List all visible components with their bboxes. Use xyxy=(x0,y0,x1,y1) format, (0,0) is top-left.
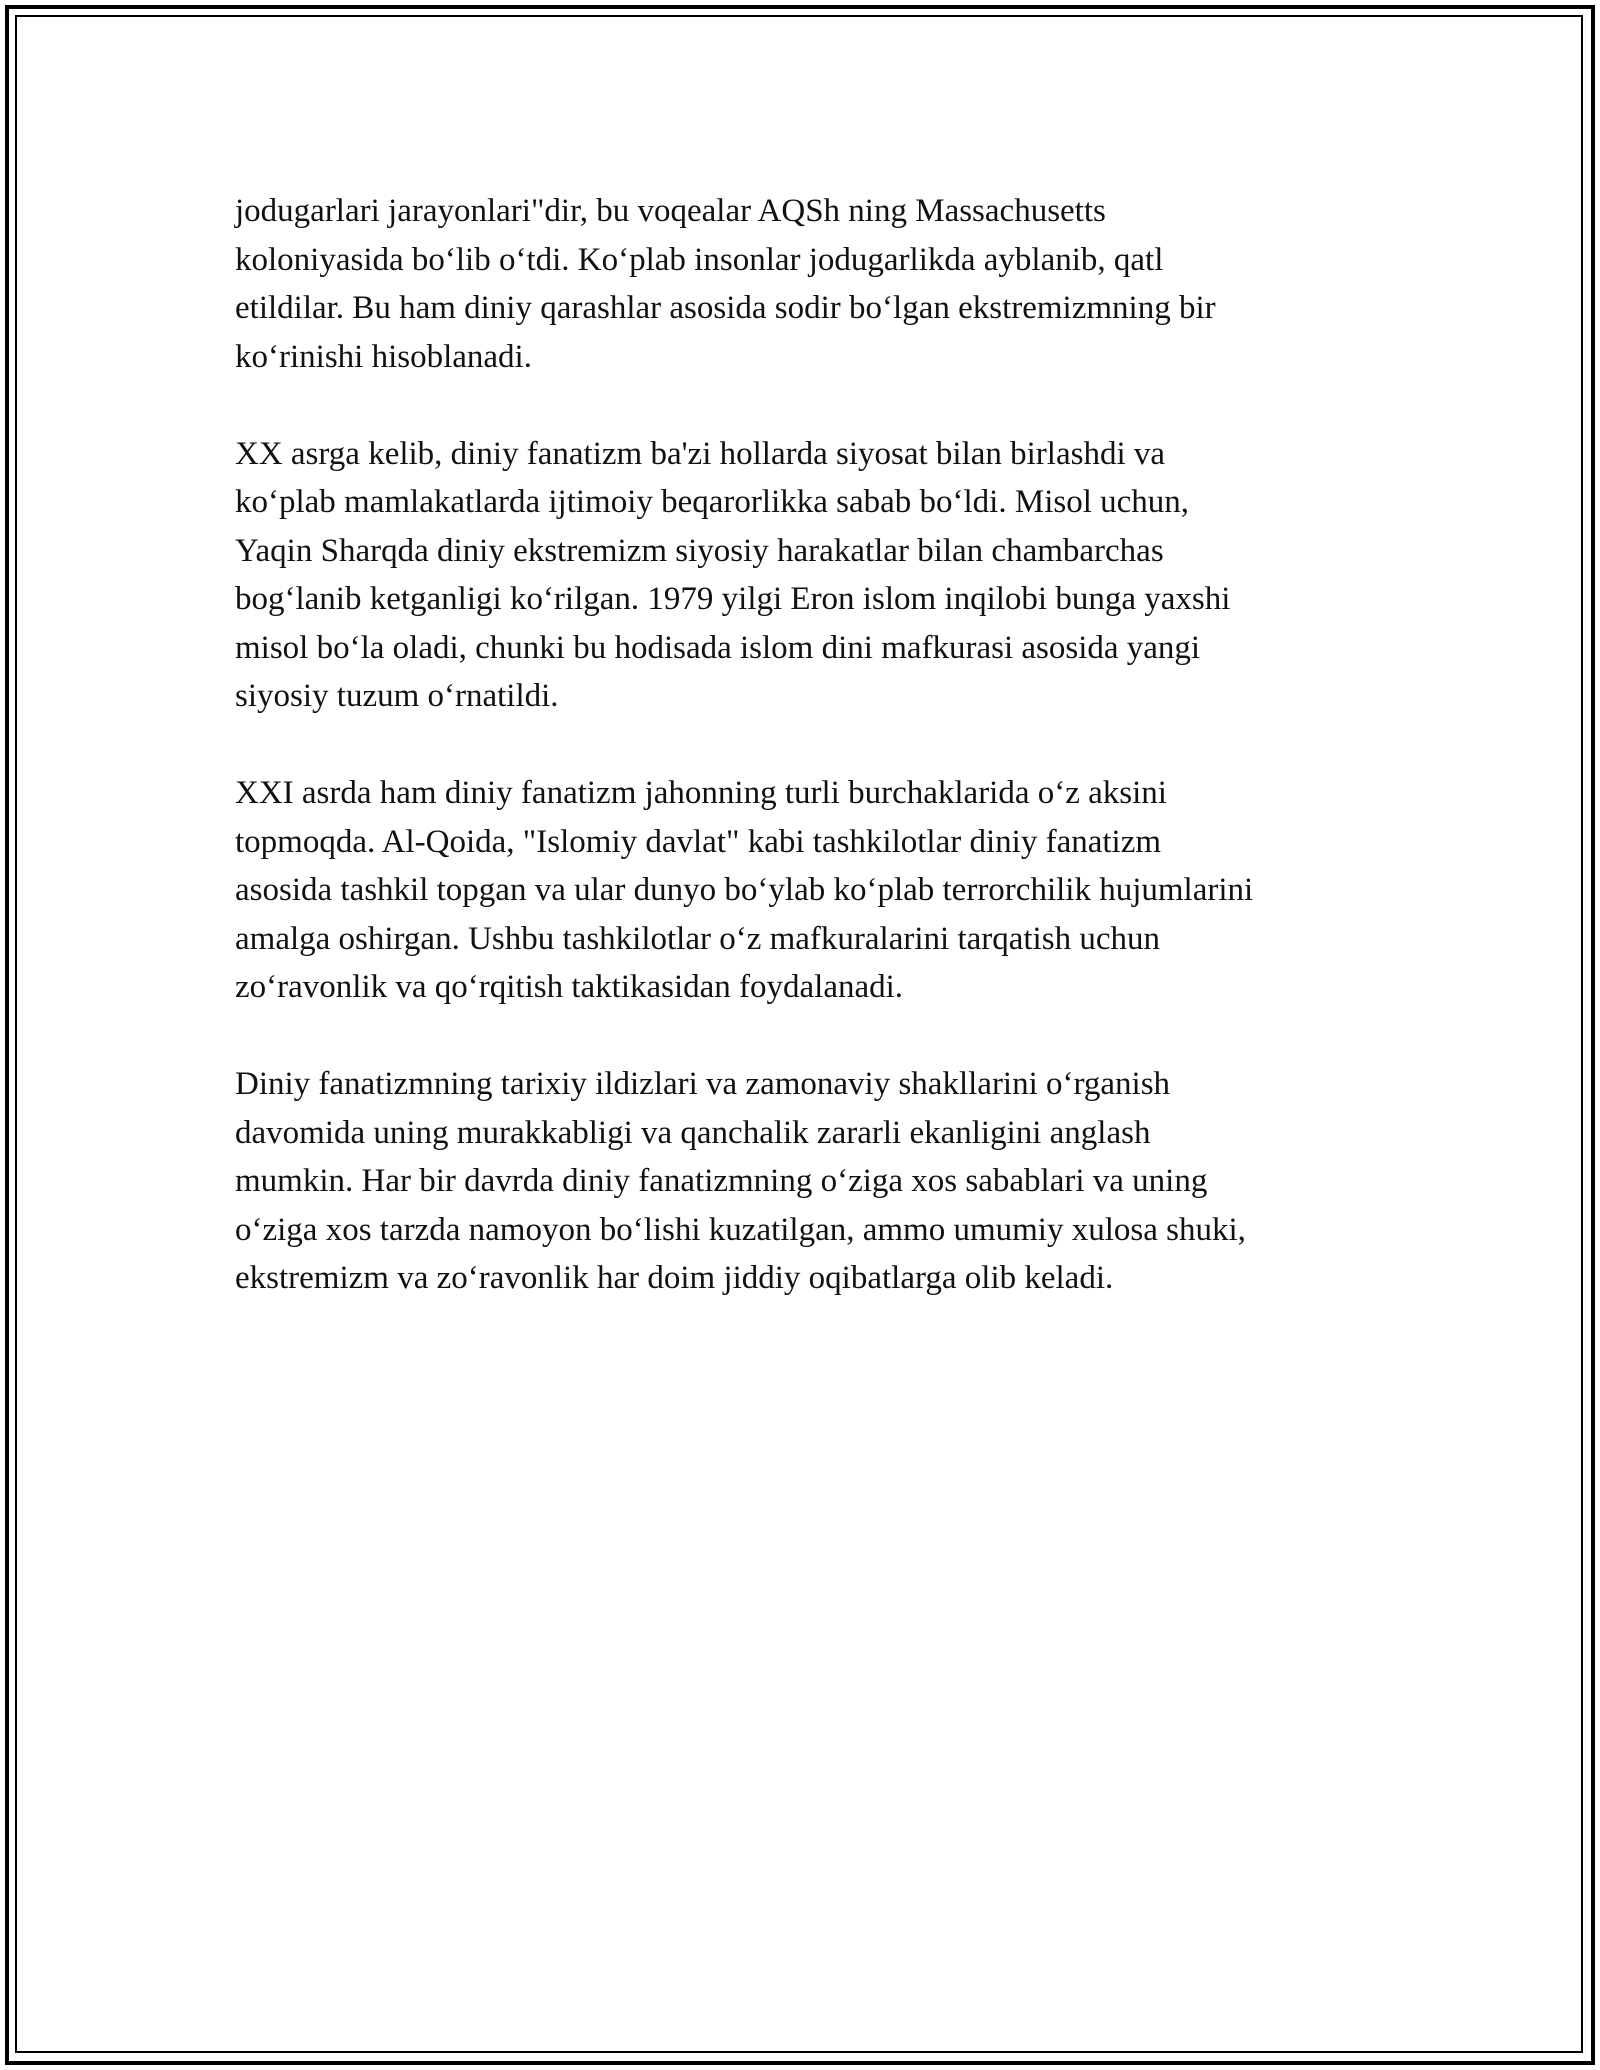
text-line: amalga oshirgan. Ushbu tashkilotlar o‘z mafkuralarini tarqatish uchun xyxy=(235,920,1160,957)
text-line: o‘ziga xos tarzda namoyon bo‘lishi kuzatilgan, ammo umumiy xulosa shuki, xyxy=(235,1211,1246,1248)
text-line: asosida tashkil topgan va ular dunyo bo‘ylab ko‘plab terrorchilik hujumlarini xyxy=(235,872,1254,908)
text-line: etildilar. Bu ham diniy qarashlar asosida sodir bo‘lgan ekstremizmning bir xyxy=(235,290,1216,326)
paragraph-2 xyxy=(235,430,1395,721)
text-line: misol bo‘la oladi, chunki bu hodisada islom dini mafkurasi asosida yangi xyxy=(235,629,1201,666)
text-line: ko‘rinishi hisoblanadi. xyxy=(235,338,532,375)
paragraph-4 xyxy=(235,1060,1395,1303)
text-line: Yaqin Sharqda diniy ekstremizm siyosiy harakatlar bilan chambarchas xyxy=(235,532,1164,569)
text-line: koloniyasida bo‘lib o‘tdi. Ko‘plab insonlar jodugarlikda ayblanib, qatl xyxy=(235,241,1164,278)
text-line: ko‘plab mamlakatlarda ijtimoiy beqarorlikka sabab bo‘ldi. Misol uchun, xyxy=(235,484,1190,520)
text-line: XXI asrda ham diniy fanatizm jahonning turli burchaklarida o‘z aksini xyxy=(235,775,1167,811)
document-body xyxy=(235,187,1395,1351)
text-line: mumkin. Har bir davrda diniy fanatizmning o‘ziga xos sabablari va uning xyxy=(235,1163,1208,1199)
text-line: XX asrga kelib, diniy fanatizm ba'zi hollarda siyosat bilan birlashdi va xyxy=(235,435,1166,472)
text-line: topmoqda. Al-Qoida, "Islomiy davlat" kabi tashkilotlar diniy fanatizm xyxy=(235,823,1162,860)
text-line: siyosiy tuzum o‘rnatildi. xyxy=(235,678,559,714)
text-line: Diniy fanatizmning tarixiy ildizlari va zamonaviy shakllarini o‘rganish xyxy=(235,1066,1171,1102)
text-line: jodugarlari jarayonlari"dir, bu voqealar AQSh ning Massachusetts xyxy=(235,193,1106,229)
paragraph-3 xyxy=(235,769,1395,1012)
text-line: zo‘ravonlik va qo‘rqitish taktikasidan foydalanadi. xyxy=(235,969,904,1005)
text-line: bog‘lanib ketganligi ko‘rilgan. 1979 yilgi Eron islom inqilobi bunga yaxshi xyxy=(235,581,1231,617)
paragraph-1 xyxy=(235,187,1395,381)
text-line: davomida uning murakkabligi va qanchalik zararli ekanligini anglash xyxy=(235,1114,1151,1151)
text-line: ekstremizm va zo‘ravonlik har doim jiddiy oqibatlarga olib keladi. xyxy=(235,1260,1114,1296)
